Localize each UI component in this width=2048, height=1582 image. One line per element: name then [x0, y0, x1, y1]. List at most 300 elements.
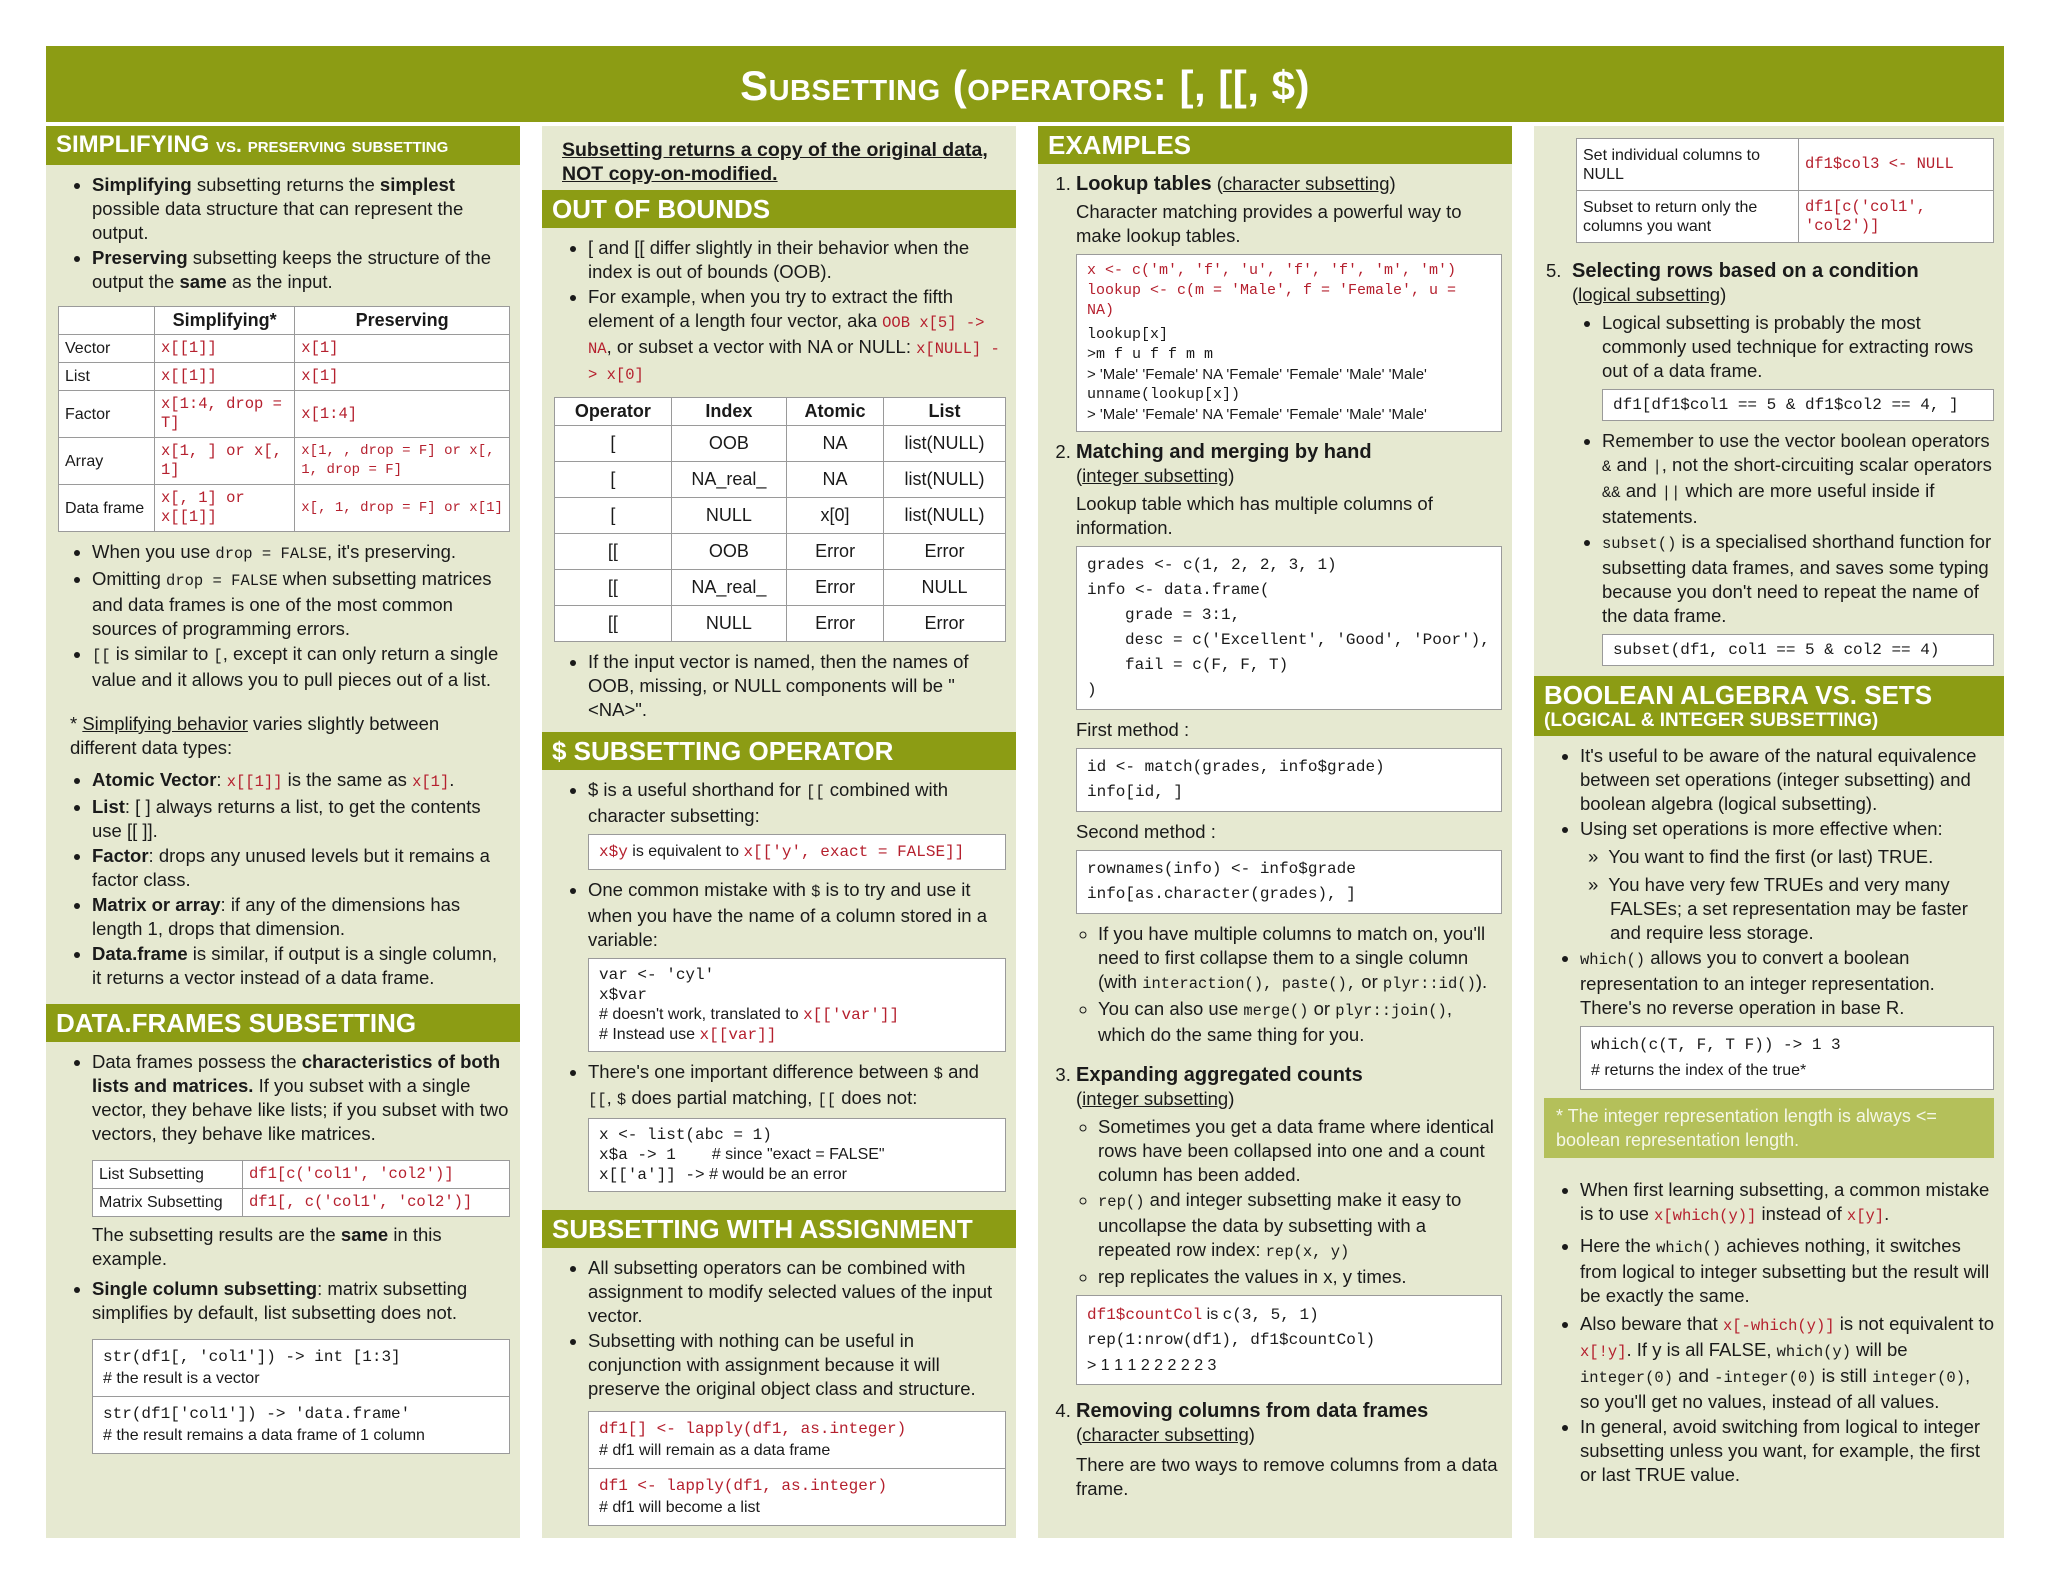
text: , which do the same thing for you. — [1098, 998, 1452, 1045]
table-cell: df1[c('col1', 'col2')] — [243, 1161, 510, 1189]
list-item — [92, 1277, 510, 1325]
table-row — [555, 498, 1006, 534]
table-cell: Error — [787, 570, 884, 606]
code-token: x[[var]] — [699, 1026, 777, 1044]
inline-code: | — [1652, 458, 1662, 476]
text: when subsetting matrices and data frames is one of the most common sources of programming errors. — [92, 568, 492, 639]
table-cell: x[[1]] — [155, 363, 295, 391]
simplify-preserve-table — [58, 306, 510, 532]
table-cell: Vector — [59, 335, 155, 363]
list-item — [1580, 1178, 1994, 1228]
list-item: ◦ rep replicates the values in x, y times. — [1098, 1265, 1502, 1289]
code-block — [1076, 546, 1502, 710]
list-item: » You want to find the first (or last) TRUE. — [1610, 845, 1994, 869]
list-item — [92, 768, 510, 794]
inline-code: & — [1602, 458, 1612, 476]
table-row — [59, 363, 510, 391]
text: allows you to convert a boolean representation to an integer representation. There's no reverse operation in base R. — [1580, 947, 1935, 1018]
code-line: grade = 3:1, — [1125, 606, 1241, 624]
table-header — [59, 307, 155, 335]
code-block — [1076, 254, 1502, 432]
inline-code: x[which(y)] — [1654, 1207, 1757, 1225]
list-item — [92, 844, 510, 892]
code-line: str(df1['col1']) -> 'data.frame' — [103, 1405, 411, 1423]
section-body-which — [1534, 1178, 2004, 1487]
text: There's one important difference between — [588, 1061, 934, 1082]
code-comment: # the result remains a data frame of 1 column — [103, 1427, 425, 1444]
example-subtitle: integer subsetting — [1082, 1088, 1229, 1109]
section-body-dataframes — [46, 1050, 520, 1454]
text: First method : — [1076, 719, 1190, 740]
code-comment: # Instead use — [599, 1026, 700, 1043]
text: Second method : — [1076, 821, 1216, 842]
section-head-simplifying — [46, 126, 520, 165]
text: possible data structure that can represent the output. — [92, 198, 464, 243]
text: is a specialised shorthand function for subsetting data frames, and saves some typing because you don't need to repeat the name of the data frame. — [1602, 531, 1992, 626]
table-cell: OOB — [671, 426, 786, 462]
list-item: • All subsetting operators can be combined with assignment to modify selected values of the input vector. — [588, 1256, 1006, 1328]
inline-code: which(y) — [1776, 1343, 1852, 1361]
example-subtitle: character subsetting — [1082, 1424, 1249, 1445]
text: For example, when you try to extract the fifth element of a length four vector, aka — [588, 286, 954, 331]
cheat-sheet — [46, 46, 2004, 1538]
section-head-text: BOOLEAN ALGEBRA VS. SETS — [1544, 680, 1933, 710]
table-cell: x[, 1, drop = F] or x[1] — [295, 485, 510, 532]
list-item — [1602, 530, 1994, 628]
list-item: • Logical subsetting is probably the most commonly used technique for extracting rows out of a data frame. — [1602, 311, 1994, 383]
text: , not the short-circuiting scalar operators — [1661, 454, 1992, 475]
inline-code: which() — [1580, 951, 1646, 969]
inline-code: [[ — [817, 1091, 837, 1109]
section-head-sub: (LOGICAL & INTEGER SUBSETTING) — [1544, 710, 1879, 731]
text: is similar, if output is a single column, it returns a vector instead of a data frame. — [92, 943, 498, 988]
list-item — [92, 246, 510, 294]
text: is similar to — [110, 643, 214, 664]
table-cell: Error — [787, 534, 884, 570]
code-block — [588, 1118, 1006, 1192]
code-token: x[['y', exact = FALSE]] — [743, 843, 965, 861]
bold-term: List — [92, 796, 125, 817]
code-line: info[as.character(grades), ] — [1087, 885, 1356, 903]
table-cell: Data frame — [59, 485, 155, 532]
example-item: 2. Matching and merging by hand (integer subsetting) Lookup table which has multiple columns of information. grades <- c(1, 2, 2, 3, 1) info <- data.frame( grade = 3:1, desc = c('Excellent', 'Good', 'Poor'), fail = c(F, F, T) ) First method : id <- match(grades, info$grade) info[id, ] Second method : rownames(info) <- info$grade info[as.character(grades), ] ◦ If you have multiple columns to match on, you'll need to first collapse them to a single column (with interaction(), paste(), or plyr::id()). ◦ You can also use merge() or plyr::join(), which do the same thing for you. — [1076, 440, 1502, 1047]
table-cell: List Subsetting — [93, 1161, 243, 1189]
text: which are more useful inside if statements. — [1602, 480, 1935, 527]
bold-term: Data.frame — [92, 943, 188, 964]
table-row — [59, 391, 510, 438]
bold-term: Factor — [92, 845, 149, 866]
text: Data frames possess the — [92, 1051, 302, 1072]
code-comment: # df1 will become a list — [599, 1499, 760, 1516]
list-item — [588, 1060, 1006, 1112]
example-title: Selecting rows based on a condition — [1572, 260, 1919, 282]
text: $ is a useful shorthand for — [588, 779, 807, 800]
inline-code: merge() — [1243, 1002, 1309, 1020]
table-header: Index — [671, 398, 786, 426]
section-body-examples — [1038, 172, 1512, 1501]
table-cell: OOB — [671, 534, 786, 570]
inline-code: x[-which(y)] — [1722, 1317, 1835, 1335]
section-body-simplifying — [46, 173, 520, 990]
inline-code: plyr::id() — [1382, 975, 1476, 993]
list-item — [1098, 997, 1502, 1047]
text: , it's preserving. — [327, 541, 456, 562]
list-item — [1098, 1188, 1502, 1264]
text: , — [606, 1087, 617, 1108]
code-line: df1[] <- lapply(df1, as.integer) — [599, 1420, 907, 1438]
table-cell: [ — [555, 426, 672, 462]
code-block — [1580, 1026, 1994, 1090]
list-item: • [ and [[ differ slightly in their behavior when the index is out of bounds (OOB). — [588, 236, 1006, 284]
bold-term: simplest — [379, 174, 455, 195]
page-title: Subsetting (operators: [, [[, $) — [46, 46, 2004, 122]
section-body-dollar — [542, 778, 1016, 1192]
inline-code: drop = FALSE — [166, 572, 278, 590]
table-cell: [[ — [555, 606, 672, 642]
section-head-dataframes: DATA.FRAMES SUBSETTING — [46, 1004, 520, 1042]
section-body-assignment — [542, 1256, 1016, 1526]
text: and — [942, 1061, 979, 1082]
section-head-text: SIMPLIFYING — [56, 131, 210, 158]
code-comment: is — [1202, 1306, 1223, 1323]
example-subtitle: logical subsetting — [1578, 284, 1721, 305]
text: Here the — [1580, 1235, 1657, 1256]
inline-code: [ — [213, 647, 223, 665]
code-line — [1087, 1302, 1491, 1328]
table-header: Atomic — [787, 398, 884, 426]
text: combined with character subsetting: — [588, 779, 949, 826]
code-token: x[['a']] -> — [599, 1166, 705, 1184]
example-item: 1. Lookup tables (character subsetting) Character matching provides a powerful way to make lookup tables. x <- c('m', 'f', 'u', 'f', 'f', 'm', 'm') lookup <- c(m = 'Male', f = 'Female', u = NA) lookup[x] >m f u f f m m > 'Male' 'Female' NA 'Female' 'Female' 'Male' 'Male' unname(lookup[x]) > 'Male' 'Female' NA 'Female' 'Female' 'Male' 'Male' — [1076, 172, 1502, 432]
table-cell: [[ — [555, 570, 672, 606]
code-line: > 'Male' 'Female' NA 'Female' 'Female' 'Male' 'Male' — [1087, 406, 1427, 423]
code-line: unname(lookup[x]) — [1087, 386, 1241, 403]
code-comment: # doesn't work, translated to — [599, 1006, 804, 1023]
code-line: id <- match(grades, info$grade) — [1087, 758, 1385, 776]
list-item — [92, 893, 510, 941]
table-cell: x[[1]] — [155, 335, 295, 363]
table-cell: NULL — [884, 570, 1006, 606]
text: Using set operations is more effective when: — [1580, 818, 1943, 839]
inline-code: x[[1]] — [226, 773, 283, 791]
text: is the same as — [282, 769, 413, 790]
text: The subsetting results are the — [92, 1224, 341, 1245]
list-item: • If the input vector is named, then the names of OOB, missing, or NULL components will be "<NA>". — [588, 650, 1006, 722]
code-line: df1 <- lapply(df1, as.integer) — [599, 1477, 888, 1495]
text: subsetting keeps the structure of the output the — [92, 247, 492, 292]
bold-term: Single column subsetting — [92, 1278, 318, 1299]
column-3 — [1038, 126, 1512, 1538]
list-item: • In general, avoid switching from logical to integer subsetting unless you want, for example, the first or last TRUE value. — [1580, 1415, 1994, 1487]
table-cell: [ — [555, 462, 672, 498]
text: : [ ] always returns a list, to get the contents use [[ ]]. — [92, 796, 481, 841]
code-token: df1$countCol — [1087, 1306, 1203, 1324]
text: * — [70, 713, 83, 734]
list-item — [1580, 1234, 1994, 1308]
inline-code: && — [1602, 484, 1621, 502]
code-comment: is equivalent to — [627, 843, 744, 860]
section-head-examples: EXAMPLES — [1038, 126, 1512, 164]
code-token: c(3, 5, 1) — [1222, 1306, 1319, 1324]
table-cell: NA_real_ — [671, 462, 786, 498]
table-cell: list(NULL) — [884, 426, 1006, 462]
section-body-oob — [542, 236, 1016, 722]
table-cell: x[1] — [295, 363, 510, 391]
code-line: x$var — [599, 986, 648, 1004]
inline-code: plyr::join() — [1335, 1002, 1447, 1020]
same-result-note — [92, 1223, 510, 1271]
table-cell: NULL — [671, 498, 786, 534]
list-item — [1098, 922, 1502, 996]
table-cell: NA — [787, 462, 884, 498]
text: or — [1356, 971, 1383, 992]
text: is not equivalent to — [1834, 1313, 1994, 1334]
table-cell: list(NULL) — [884, 462, 1006, 498]
text: , or subset a vector with NA or NULL: — [606, 336, 917, 357]
list-item — [588, 878, 1006, 952]
text: is to try and use it when you have the name of a column stored in a variable: — [588, 879, 988, 950]
bold-term: characteristics of both lists and matrices. — [92, 1051, 501, 1096]
code-line — [599, 1165, 995, 1185]
remove-columns-table — [1576, 138, 1994, 243]
table-row — [59, 485, 510, 532]
table-cell: df1[, c('col1', 'col2')] — [243, 1189, 510, 1217]
table-cell: x[0] — [787, 498, 884, 534]
code-token: x$y — [599, 843, 628, 861]
code-line: x <- list(abc = 1) — [599, 1126, 772, 1144]
text: : matrix subsetting simplifies by default, list subsetting does not. — [92, 1278, 468, 1323]
table-header: Preserving — [295, 307, 510, 335]
table-row — [1577, 191, 1994, 243]
list-item — [1580, 1312, 1994, 1414]
table-cell: Matrix Subsetting — [93, 1189, 243, 1217]
code-line — [599, 1145, 995, 1165]
text: You can also use — [1098, 998, 1244, 1019]
table-cell: Subset to return only the columns you want — [1577, 191, 1799, 243]
code-block — [588, 1469, 1006, 1526]
integer-length-note: * The integer representation length is always <= boolean representation length. — [1544, 1098, 1994, 1158]
inline-code: x[!y] — [1580, 1343, 1627, 1361]
list-item — [92, 1050, 510, 1146]
df-subsetting-table — [92, 1160, 510, 1217]
code-line: x <- c('m', 'f', 'u', 'f', 'f', 'm', 'm') — [1087, 262, 1457, 279]
code-line: > 1 1 1 2 2 2 2 2 3 — [1087, 1357, 1217, 1374]
text: and — [1620, 480, 1662, 501]
section-head-small: vs. preserving subsetting — [216, 134, 449, 157]
list-item — [92, 567, 510, 641]
table-header: Simplifying* — [155, 307, 295, 335]
code-block — [588, 958, 1006, 1052]
code-line: info <- data.frame( — [1087, 581, 1270, 599]
inline-code: which() — [1656, 1239, 1722, 1257]
list-item: » You have very few TRUEs and very many FALSEs; a set representation may be faster and require less storage. — [1610, 873, 1994, 945]
table-cell: Error — [884, 534, 1006, 570]
copy-note: Subsetting returns a copy of the original data, NOT copy-on-modified. — [562, 139, 988, 185]
code-comment: # would be an error — [704, 1166, 847, 1183]
text: Character matching provides a powerful way to make lookup tables. — [1076, 201, 1462, 246]
text: There are two ways to remove columns from a data frame. — [1076, 1454, 1498, 1499]
code-line — [599, 1005, 995, 1025]
text: and — [1673, 1365, 1715, 1386]
example-item: 4. Removing columns from data frames (character subsetting) There are two ways to remove columns from a data frame. — [1076, 1399, 1502, 1501]
text: Also beware that — [1580, 1313, 1723, 1334]
table-cell: NA — [787, 426, 884, 462]
code-line: ) — [1087, 681, 1097, 699]
text: . — [1884, 1203, 1890, 1224]
section-body-remove-cols — [1534, 126, 2004, 666]
inline-code: -integer(0) — [1714, 1369, 1817, 1387]
table-row — [93, 1161, 510, 1189]
table-cell: [[ — [555, 534, 672, 570]
code-line: lookup <- c(m = 'Male', f = 'Female', u = NA) — [1087, 282, 1457, 319]
list-item — [1580, 946, 1994, 1020]
code-line: which(c(T, F, T F)) -> 1 3 — [1591, 1036, 1841, 1054]
table-row — [555, 462, 1006, 498]
code-line: lookup[x] — [1087, 326, 1169, 343]
inline-code: [[ — [588, 1091, 607, 1109]
inline-code: [[ — [92, 647, 111, 665]
list-item — [1580, 817, 1994, 945]
example-item: 3. Expanding aggregated counts (integer subsetting) ◦ Sometimes you get a data frame where identical rows have been collapsed into one and a count column has been added. ◦ rep() and integer subsetting make it easy to uncollapse the data by subsetting with a repeated row index: rep(x, y) ◦ rep replicates the values in x, y times. df1$countCol is c(3, 5, 1) rep(1:nrow(df1), df1$countCol) > 1 1 1 2 2 2 2 2 3 — [1076, 1063, 1502, 1385]
text: Omitting — [92, 568, 167, 589]
code-line: > 'Male' 'Female' NA 'Female' 'Female' 'Male' 'Male' — [1087, 366, 1427, 383]
table-cell: Error — [787, 606, 884, 642]
text: Remember to use the vector boolean operators — [1602, 430, 1990, 451]
bold-term: Matrix or array — [92, 894, 221, 915]
text: does partial matching, — [626, 1087, 818, 1108]
table-row — [93, 1189, 510, 1217]
code-block — [1076, 748, 1502, 812]
text: , except it can only return a single value and it allows you to pull pieces out of a list. — [92, 643, 499, 690]
list-item — [92, 173, 510, 245]
section-head-oob: OUT OF BOUNDS — [542, 190, 1016, 228]
table-header: Operator — [555, 398, 672, 426]
code-line: info[id, ] — [1087, 783, 1184, 801]
table-cell: Array — [59, 438, 155, 485]
inline-code: $ — [933, 1065, 943, 1083]
inline-code: rep(x, y) — [1265, 1243, 1350, 1261]
table-cell: list(NULL) — [884, 498, 1006, 534]
table-row — [1577, 139, 1994, 191]
list-item — [588, 778, 1006, 828]
list-item — [92, 942, 510, 990]
code-line: >m f u f f m m — [1087, 346, 1214, 363]
text: Lookup table which has multiple columns of information. — [1076, 493, 1433, 538]
bold-term: same — [179, 271, 227, 292]
inline-code: OOB x[5] -> NA — [588, 314, 985, 358]
code-block — [1076, 1295, 1502, 1385]
text: or — [1308, 998, 1336, 1019]
code-comment: # df1 will remain as a data frame — [599, 1442, 831, 1459]
text: If you subset with a single vector, they behave like lists; if you subset with two vectors, they behave like matrices. — [92, 1075, 509, 1144]
inline-code: x[NULL] -> x[0] — [588, 340, 1000, 384]
list-item: • Subsetting with nothing can be useful in conjunction with assignment because it will preserve the original object class and structure. — [588, 1329, 1006, 1401]
text: does not: — [836, 1087, 918, 1108]
inline-code: interaction(), paste(), — [1142, 975, 1357, 993]
text: instead of — [1756, 1203, 1847, 1224]
code-group — [588, 1411, 1006, 1526]
text: If you have multiple columns to match on, you'll need to first collapse them to a single column (with — [1098, 923, 1486, 992]
oob-table — [554, 397, 1006, 642]
table-row — [555, 606, 1006, 642]
inline-code: drop = FALSE — [215, 545, 328, 563]
list-item: • It's useful to be aware of the natural equivalence between set operations (integer subsetting) and boolean algebra (logical subsetting). — [1580, 744, 1994, 816]
bold-term: Preserving — [92, 247, 188, 268]
section-body-boolean — [1534, 744, 2004, 1090]
table-cell: x[1:4] — [295, 391, 510, 438]
inline-code: integer(0) — [1580, 1369, 1674, 1387]
text: . If y is all FALSE, — [1626, 1339, 1777, 1360]
code-line: grades <- c(1, 2, 2, 3, 1) — [1087, 556, 1337, 574]
code-comment: # returns the index of the true* — [1591, 1062, 1807, 1079]
list-item — [588, 285, 1006, 387]
code-block: subset(df1, col1 == 5 & col2 == 4) — [1602, 634, 1994, 666]
table-row — [555, 570, 1006, 606]
section-head-assignment: SUBSETTING WITH ASSIGNMENT — [542, 1210, 1016, 1248]
text: When first learning subsetting, a common mistake is to use — [1580, 1179, 1990, 1224]
code-line: var <- 'cyl' — [599, 966, 715, 984]
table-cell: df1$col3 <- NULL — [1799, 139, 1994, 191]
text: ). — [1475, 971, 1488, 992]
code-token: x$a -> 1 — [599, 1146, 676, 1164]
section-head-boolean — [1534, 676, 2004, 736]
code-group — [92, 1339, 510, 1454]
code-line — [599, 1025, 995, 1045]
inline-code: rep() — [1098, 1193, 1145, 1211]
list-item — [92, 795, 510, 843]
example-subtitle: integer subsetting — [1082, 465, 1229, 486]
text: subsetting returns the — [191, 174, 380, 195]
table-cell: x[, 1] or x[[1]] — [155, 485, 295, 532]
bold-term: same — [340, 1224, 389, 1245]
list-item — [92, 540, 510, 566]
code-block — [92, 1397, 510, 1454]
bold-term: Simplifying — [92, 174, 192, 195]
column-2 — [542, 126, 1016, 1538]
code-line: str(df1[, 'col1']) -> int [1:3] — [103, 1348, 401, 1366]
text: and — [1611, 454, 1653, 475]
code-block — [588, 834, 1006, 870]
table-cell: List — [59, 363, 155, 391]
example-title: Lookup tables — [1076, 173, 1212, 195]
inline-code: || — [1661, 484, 1681, 502]
table-header: List — [884, 398, 1006, 426]
inline-code: $ — [616, 1091, 627, 1109]
table-row — [555, 534, 1006, 570]
code-comment: # the result is a vector — [103, 1370, 260, 1387]
inline-code: x[y] — [1846, 1207, 1885, 1225]
table-cell: NA_real_ — [671, 570, 786, 606]
inline-code: x[1] — [412, 773, 450, 791]
table-cell: [ — [555, 498, 672, 534]
text: . — [449, 769, 455, 790]
example-content: Selecting rows based on a condition (logical subsetting) — [1572, 260, 1919, 305]
example-item — [1546, 259, 1994, 307]
table-row — [59, 438, 510, 485]
table-cell: x[1:4, drop = T] — [155, 391, 295, 438]
code-block: df1[df1$col1 == 5 & df1$col2 == 4, ] — [1602, 389, 1994, 421]
inline-code: subset() — [1602, 535, 1677, 553]
code-line: rownames(info) <- info$grade — [1087, 860, 1356, 878]
example-subtitle: character subsetting — [1222, 173, 1390, 194]
table-row — [59, 335, 510, 363]
code-comment: # since "exact = FALSE" — [711, 1146, 885, 1163]
example-title: Removing columns from data frames — [1076, 1400, 1429, 1422]
example-number: 5. — [1546, 260, 1562, 281]
table-cell: Factor — [59, 391, 155, 438]
text: will be — [1851, 1339, 1908, 1360]
table-cell: Set individual columns to NULL — [1577, 139, 1799, 191]
